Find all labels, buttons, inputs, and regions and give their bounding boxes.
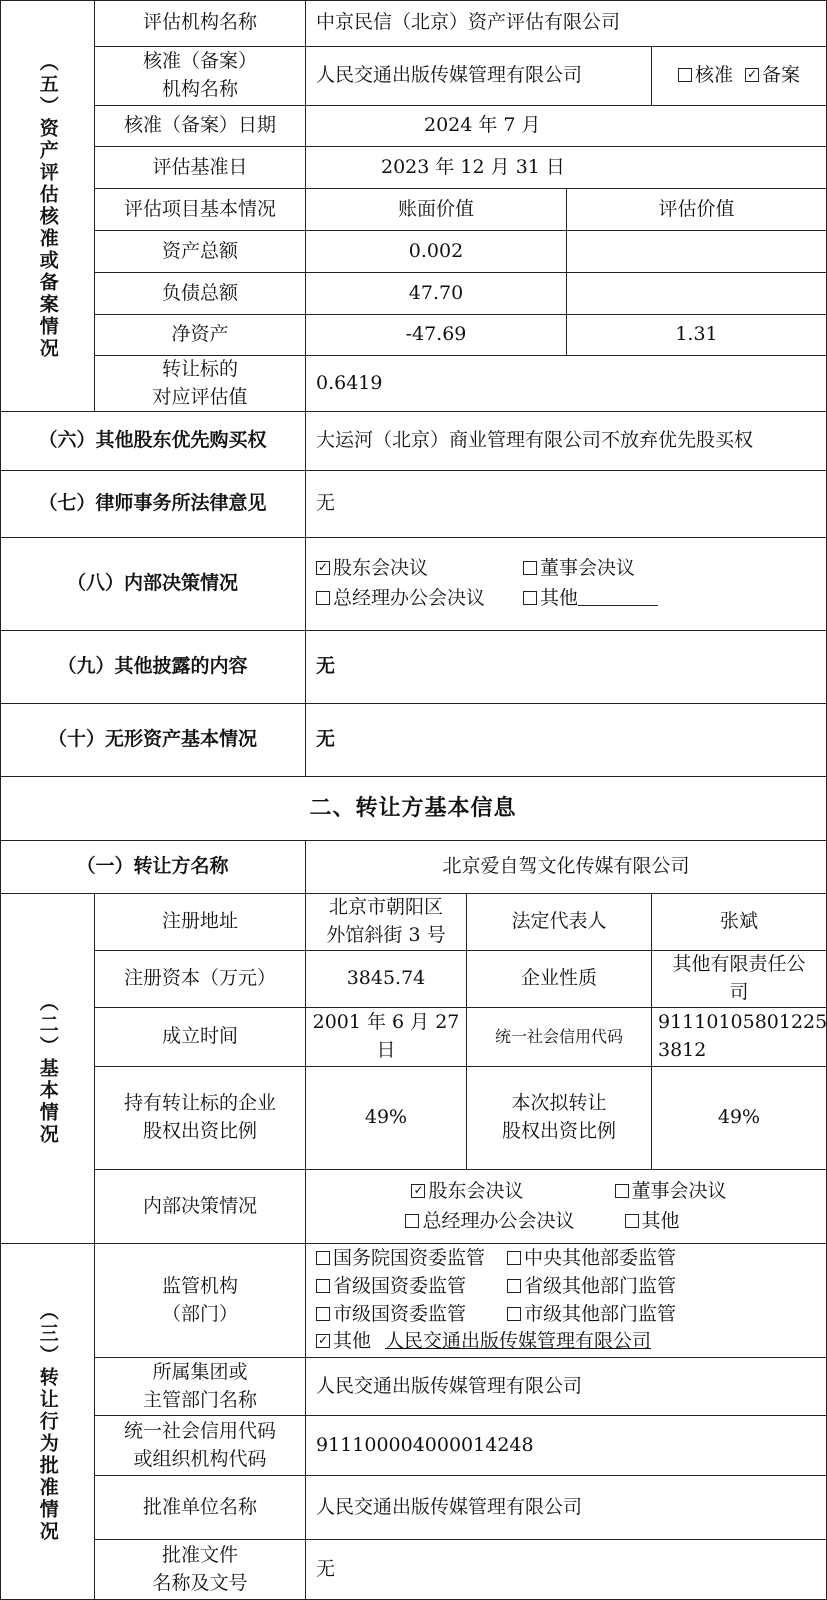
net-label: 净资产 [95,315,306,356]
reg-prov-other-checkbox[interactable]: 省级其他部门监管 [507,1273,676,1301]
code-value: 911100004000014248 [306,1416,827,1476]
code-label: 统一社会信用代码 或组织机构代码 [95,1416,306,1476]
part2-title: 二、转让方基本信息 [0,777,827,841]
nature-value: 其他有限责任公 司 [652,951,827,1008]
base-date-label: 评估基准日 [95,147,306,189]
nature-label: 企业性质 [467,951,652,1008]
sec8-gm-checkbox[interactable]: 总经理办公会决议 [316,585,485,613]
addr-label: 注册地址 [95,894,306,951]
reg-options [306,1244,827,1358]
approve-unit-value: 人民交通出版传媒管理有限公司 [306,1476,827,1540]
plan-label: 本次拟转让 股权出资比例 [467,1067,652,1170]
assets-label: 资产总额 [95,231,306,273]
sec7-label: （七）律师事务所法律意见 [0,471,306,538]
sec8-shareholder-checkbox[interactable]: ✓股东会决议 [316,555,428,583]
rep-value: 张斌 [652,894,827,951]
sec8-board-checkbox[interactable]: 董事会决议 [523,555,635,583]
net-book: -47.69 [306,315,567,356]
sec8-label: （八）内部决策情况 [0,538,306,631]
date-value: 2024 年 7 月 [306,106,827,147]
reg-city-other-checkbox[interactable]: 市级其他部门监管 [507,1301,676,1329]
assets-book: 0.002 [306,231,567,273]
sec9-label: （九）其他披露的内容 [0,631,306,704]
reg-central-checkbox[interactable]: 中央其他部委监管 [507,1245,676,1273]
credit-value: 91110105801225 3812 [652,1008,827,1067]
credit-label: 统一社会信用代码 [467,1008,652,1067]
reg-other-value: 人民交通出版传媒管理有限公司 [385,1330,652,1353]
capital-value: 3845.74 [306,951,467,1008]
sec6-value: 大运河（北京）商业管理有限公司不放弃优先股买权 [306,412,827,471]
date-label: 核准（备案）日期 [95,106,306,147]
sec9-value: 无 [306,631,827,704]
t2-header: （二）基本情况 [0,894,95,1244]
found-value: 2001 年 6 月 27 日 [306,1008,467,1067]
rep-label: 法定代表人 [467,894,652,951]
reg-prov-sasac-checkbox[interactable]: 省级国资委监管 [316,1273,466,1301]
doc-label: 批准文件 名称及文号 [95,1540,306,1600]
liab-book: 47.70 [306,273,567,315]
book-value-header: 账面价值 [306,189,567,231]
sec7-value: 无 [306,471,827,538]
sec10-label: （十）无形资产基本情况 [0,704,306,777]
addr-value: 北京市朝阳区 外馆斜街 3 号 [306,894,467,951]
assets-eval [567,231,827,273]
group-label: 所属集团或 主管部门名称 [95,1358,306,1416]
reg-sasac-checkbox[interactable]: 国务院国资委监管 [316,1245,485,1273]
record-checkbox[interactable]: ✓ 备案 [745,62,800,90]
target-label: 转让标的 对应评估值 [95,356,306,412]
sec8-options [306,538,827,631]
sec6-label: （六）其他股东优先购买权 [0,412,306,471]
found-label: 成立时间 [95,1008,306,1067]
sec8-other-checkbox[interactable]: 其他 [523,585,658,613]
approve-checkbox[interactable]: 核准 [678,62,733,90]
approve-org-label: 核准（备案） 机构名称 [95,47,306,106]
plan-value: 49% [652,1067,827,1170]
t2-decision-options [306,1170,827,1244]
liab-label: 负债总额 [95,273,306,315]
sec10-value: 无 [306,704,827,777]
eval-value-header: 评估价值 [567,189,827,231]
t2-other-checkbox[interactable]: 其他 [615,1208,680,1236]
approve-type [652,47,827,106]
t1-label: （一）转让方名称 [0,841,306,894]
target-value: 0.6419 [306,356,827,412]
doc-value: 无 [306,1540,827,1600]
org-value: 中京民信（北京）资产评估有限公司 [306,0,827,47]
t2-shareholder-checkbox[interactable]: ✓股东会决议 [405,1178,523,1206]
base-date-value: 2023 年 12 月 31 日 [306,147,827,189]
t2-board-checkbox[interactable]: 董事会决议 [615,1178,727,1206]
reg-city-sasac-checkbox[interactable]: 市级国资委监管 [316,1301,466,1329]
net-eval: 1.31 [567,315,827,356]
group-value: 人民交通出版传媒管理有限公司 [306,1358,827,1416]
reg-other-checkbox[interactable]: ✓其他 人民交通出版传媒管理有限公司 [316,1328,676,1356]
approve-unit-label: 批准单位名称 [95,1476,306,1540]
capital-label: 注册资本（万元） [95,951,306,1008]
hold-value: 49% [306,1067,467,1170]
approve-org-value: 人民交通出版传媒管理有限公司 [306,47,652,106]
sec5-header: （五）资产评估核准或备案情况 [0,0,95,412]
t1-value: 北京爱自驾文化传媒有限公司 [306,841,827,894]
t2-decision-label: 内部决策情况 [95,1170,306,1244]
reg-label: 监管机构 （部门） [95,1244,306,1358]
liab-eval [567,273,827,315]
hold-label: 持有转让标的企业 股权出资比例 [95,1067,306,1170]
basic-label: 评估项目基本情况 [95,189,306,231]
org-label: 评估机构名称 [95,0,306,47]
t3-header: （三）转让行为批准情况 [0,1244,95,1600]
t2-gm-checkbox[interactable]: 总经理办公会决议 [405,1208,574,1236]
